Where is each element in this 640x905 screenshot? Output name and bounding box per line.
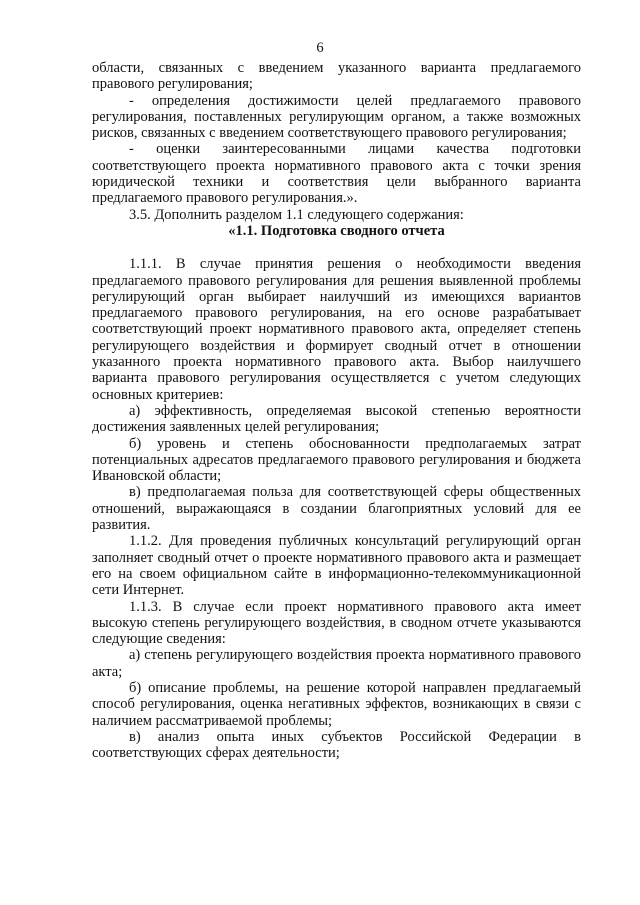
paragraph: 1.1.3. В случае если проект нормативного правового акта имеет высокую степень регулирующего воздействия, в сводном отчете указываются следующие сведения:	[92, 598, 581, 648]
paragraph: в) анализ опыта иных субъектов Российской Федерации в соответствующих сферах деятельности;	[92, 728, 581, 762]
paragraph: 1.1.2. Для проведения публичных консультаций регулирующий орган заполняет сводный отчет о проекте нормативного правового акта и размещает его на своем официальном сайте в информационно-телекоммуникационной сети Интернет.	[92, 533, 581, 599]
paragraph: - оценки заинтересованными лицами качества подготовки соответствующего проекта нормативного правового акта с точки зрения юридической техники и соответствия цели выбранного варианта предлагаемого правового регулирования.».	[92, 141, 581, 207]
paragraph: а) степень регулирующего воздействия проекта нормативного правового акта;	[92, 647, 581, 680]
paragraph: 3.5. Дополнить разделом 1.1 следующего содержания:	[129, 206, 464, 223]
paragraph: области, связанных с введением указанного варианта предлагаемого правового регулирования;	[92, 60, 581, 93]
section-heading: «1.1. Подготовка сводного отчета	[228, 222, 445, 239]
paragraph: 1.1.1. В случае принятия решения о необходимости введения предлагаемого правового регулирования для решения выявленной проблемы регулирующий орган выбирает наилучший из имеющихся вариантов предлагаемого правового регулирования, на его основе разрабатывает соответствующий проект нормативного правового акта, определяет степень регулирующего воздействия и формирует сводный отчет в отношении указанного проекта нормативного правового акта. Выбор наилучшего варианта правового регулирования осуществляется с учетом следующих основных критериев:	[92, 256, 581, 403]
paragraph: б) уровень и степень обоснованности предполагаемых затрат потенциальных адресатов предлагаемого правового регулирования и бюджета Ивановской области;	[92, 435, 581, 485]
paragraph: - определения достижимости целей предлагаемого правового регулирования, поставленных регулирующим органом, а также возможных рисков, связанных с введением соответствующего правового регулирования;	[92, 92, 581, 142]
document-body	[92, 60, 581, 761]
paragraph: б) описание проблемы, на решение которой направлен предлагаемый способ регулирования, оценка негативных эффектов, возникающих в связи с наличием рассматриваемой проблемы;	[92, 679, 581, 729]
page-number: 6	[316, 40, 324, 56]
blank-line	[92, 239, 581, 256]
paragraph: а) эффективность, определяемая высокой степенью вероятности достижения заявленных целей регулирования;	[92, 402, 581, 436]
paragraph: в) предполагаемая польза для соответствующей сферы общественных отношений, выражающаяся в создании благоприятных условий для ее развития.	[92, 484, 581, 534]
